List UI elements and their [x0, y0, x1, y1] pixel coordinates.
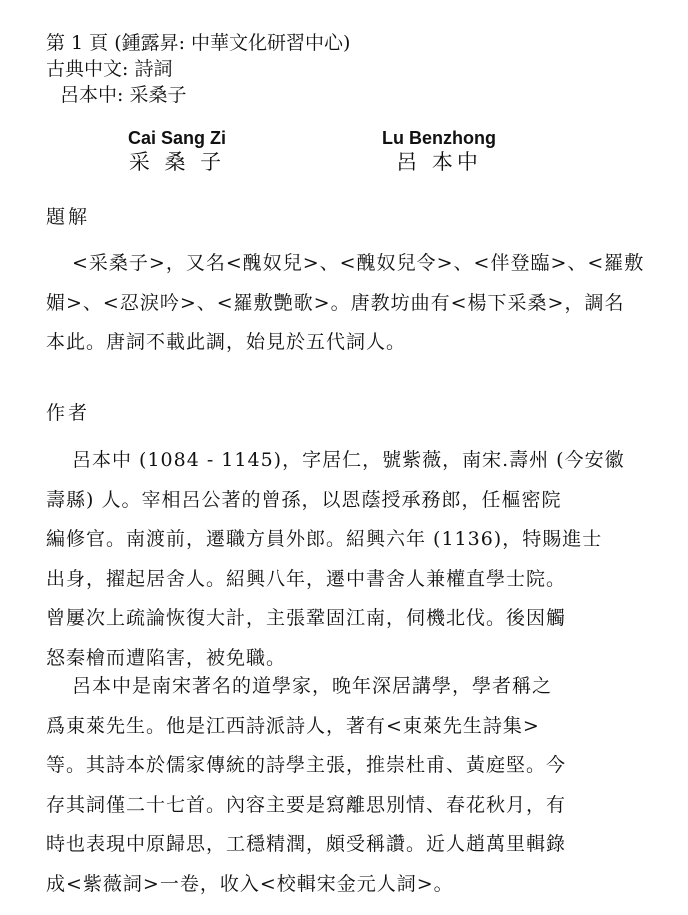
author-paragraph-1	[46, 441, 646, 678]
pinyin-text: Cai Sang Zi	[128, 128, 227, 148]
page-header-line: 第 1 頁 (鍾露昇: 中華文化研習中心)	[46, 32, 351, 54]
text-line: 成<紫薇詞>一卷，收入<校輯宋金元人詞>。	[46, 872, 454, 895]
text-line: <采桑子>，又名<醜奴兒>、<醜奴兒令>、<伴登臨>、<羅敷	[72, 252, 645, 274]
section-heading-author: 作者	[46, 402, 91, 424]
text-line: 出身，擢起居舍人。紹興八年，遷中書舍人兼權直學士院。	[46, 567, 567, 590]
poem-title-pinyin	[128, 127, 226, 149]
poem-author-title-line: 呂本中: 采桑子	[60, 84, 187, 106]
author-name-pinyin	[382, 127, 496, 149]
category-line: 古典中文: 詩詞	[46, 58, 173, 80]
text-line: 編修官。南渡前，遷職方員外郎。紹興六年 (1136)，特賜進士	[46, 528, 603, 550]
text-line: 呂本中 (1084 - 1145)，字居仁，號紫薇，南宋.壽州 (今安徽	[72, 449, 625, 471]
text-line: 壽縣) 人。宰相呂公著的曾孫，以恩蔭授承務郎，任樞密院	[46, 488, 562, 511]
poem-title-block	[128, 127, 226, 175]
text-line: 爲東萊先生。他是江西詩派詩人，著有<東萊先生詩集>	[46, 714, 540, 737]
poem-title-chars: 采 桑 子	[128, 150, 226, 174]
text-line: 媚>、<忍淚吟>、<羅敷艷歌>。唐教坊曲有<楊下采桑>，調名	[46, 291, 625, 314]
section-heading-explanation: 題解	[46, 206, 91, 228]
text-line: 怒秦檜而遭陷害，被免職。	[46, 646, 287, 669]
author-name-block	[382, 127, 496, 175]
text-line: 時也表現中原歸思，工穩精潤，頗受稱讚。近人趙萬里輯錄	[46, 833, 567, 855]
explanation-paragraph	[46, 244, 646, 363]
text-line: 存其詞僅二十七首。內容主要是寫離思別情、春花秋月，有	[46, 793, 567, 816]
pinyin-text: Lu Benzhong	[382, 128, 496, 148]
author-name-chars: 呂 本中	[396, 150, 482, 174]
text-line: 等。其詩本於儒家傳統的詩學主張，推崇杜甫、黃庭堅。今	[46, 754, 567, 776]
text-line: 本此。唐詞不載此調，始見於五代詞人。	[46, 331, 407, 353]
author-paragraph-2	[46, 667, 646, 904]
text-line: 曾屢次上疏論恢復大計，主張鞏固江南，伺機北伐。後因觸	[46, 607, 567, 629]
text-line: 呂本中是南宋著名的道學家，晚年深居講學，學者稱之	[72, 675, 553, 697]
